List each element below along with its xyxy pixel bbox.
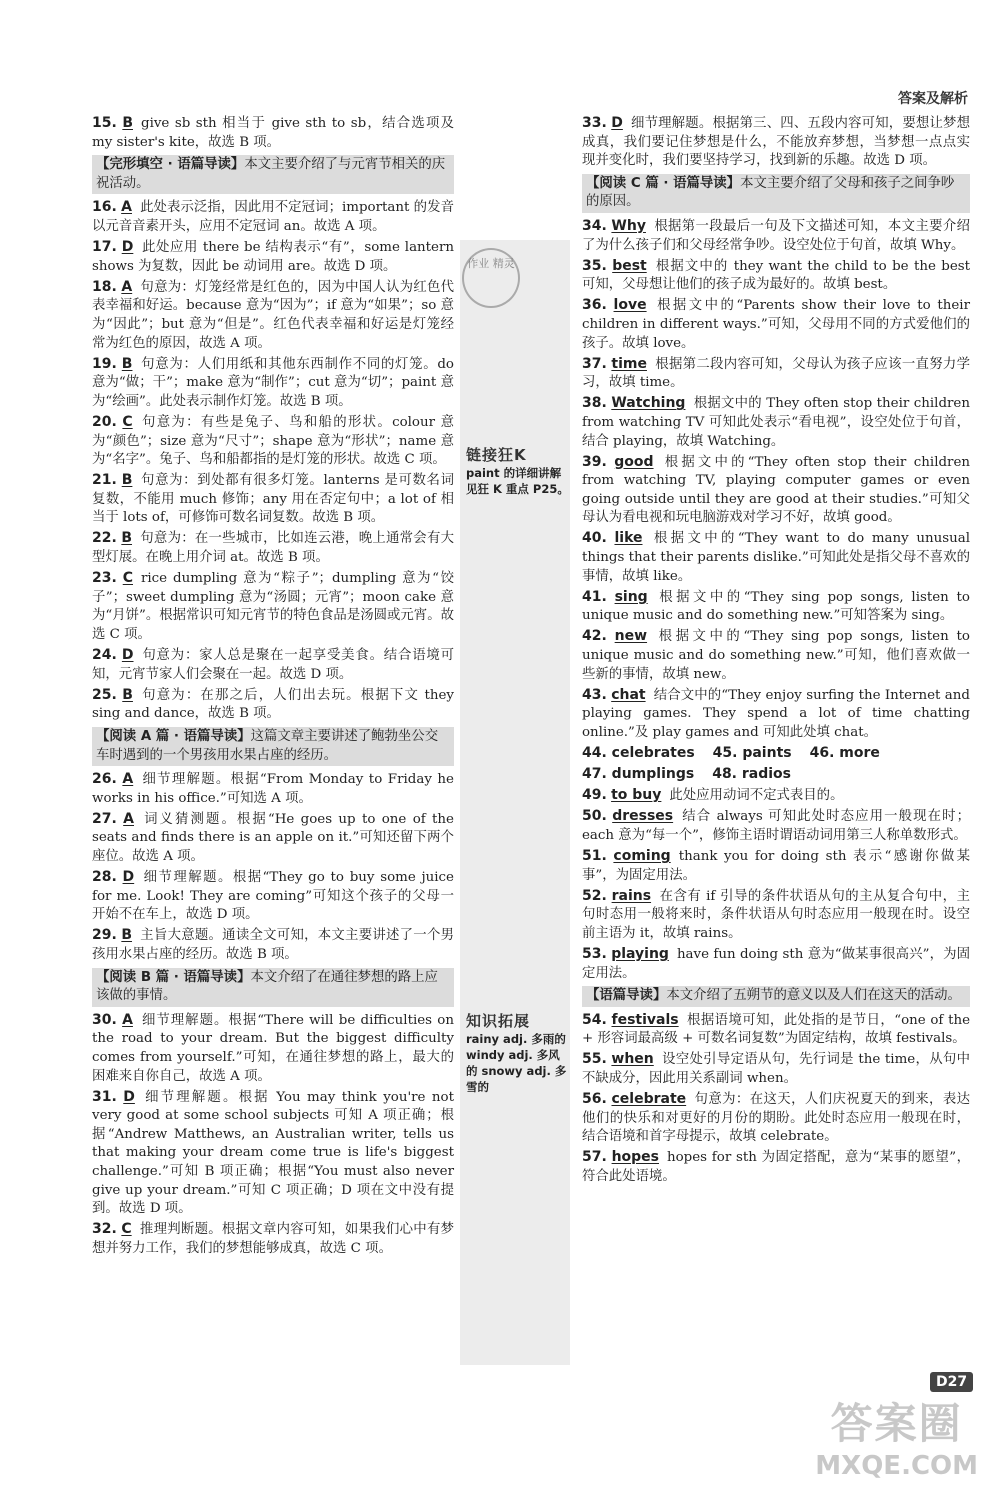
answer-entry bbox=[92, 355, 454, 412]
section-title: 【阅读 A 篇 · 语篇导读】 bbox=[96, 728, 251, 744]
section-summary: 本文介绍了五朔节的意义以及人们在这天的活动。 bbox=[666, 988, 961, 1004]
answer-key: A bbox=[121, 199, 132, 216]
question-number: 57. bbox=[582, 1149, 607, 1166]
answer-entry bbox=[92, 198, 454, 236]
answer-entry bbox=[582, 217, 970, 255]
explanation-text: thank you for doing sth 表示“感谢你做某事”，为固定用法。 bbox=[582, 848, 970, 883]
answer-key: D bbox=[121, 239, 134, 256]
answer-key: C bbox=[121, 1221, 132, 1238]
answer-key: A bbox=[123, 810, 134, 827]
section-title: 【语篇导读】 bbox=[586, 988, 667, 1004]
explanation-text: give sb sth 相当于 give sth to sb，结合选项及 my sister's kite，故选 B 项。 bbox=[92, 116, 454, 150]
side-note-link bbox=[466, 444, 570, 497]
question-number: 28. bbox=[92, 869, 117, 886]
answer-key: B bbox=[121, 472, 133, 489]
answer-row-multi bbox=[582, 765, 970, 785]
explanation-text: 根据文中的“They sing pop songs, listen to unique music and do something new.”可知，他们喜欢做一些新的事情，故填 new。 bbox=[582, 629, 970, 682]
answer-entry bbox=[92, 686, 454, 724]
answer-entry bbox=[92, 238, 454, 276]
answer-entry bbox=[92, 471, 454, 528]
explanation-text: 句意为：在那之后，人们出去玩。根据下文 they sing and dance，故选 B 项。 bbox=[92, 687, 455, 722]
question-number: 41. bbox=[582, 588, 607, 605]
answer-key: B bbox=[121, 355, 133, 372]
question-number: 23. bbox=[92, 570, 117, 587]
watermark-url: MXQE.COM bbox=[815, 1451, 978, 1481]
section-summary: 本文介绍了在通往梦想的路上应该做的事情。 bbox=[96, 969, 438, 1004]
answer-entry bbox=[92, 529, 454, 567]
answer-entry bbox=[582, 686, 970, 743]
explanation-text: 根据文中的 They often stop their children from watching TV 可知此处表示“看电视”，设空处位于句首，结合 playing，故填 Watching。 bbox=[582, 396, 970, 449]
explanation-text: 句意为：到处都有很多灯笼。lanterns 是可数名词复数，不能用 much 修饰；any 用在否定句中；a lot of 相当于 lots of，可修饰可数名词复数。故选 B 项。 bbox=[92, 473, 454, 526]
explanation-text: 句意为：家人总是聚在一起享受美食。结合语境可知，元宵节家人们会聚在一起。故选 D 项。 bbox=[92, 648, 454, 682]
section-summary: 本文主要介绍了父母和孩子之间争吵的原因。 bbox=[586, 175, 955, 210]
answer-entry bbox=[582, 945, 970, 983]
answer-key: Why bbox=[611, 217, 646, 234]
answer-entry bbox=[582, 847, 970, 885]
answer-key: like bbox=[614, 530, 643, 547]
answer-key: best bbox=[612, 257, 647, 274]
question-number: 32. bbox=[92, 1221, 117, 1238]
explanation-text: 句意为：在一些城市，比如连云港，晚上通常会有大型灯展。在晚上用介词 at。故选 B 项。 bbox=[92, 531, 455, 566]
explanation-text: 句意为：人们用纸和其他东西制作不同的灯笼。do 意为“做；干”；make 意为“制作”；cut 意为“切”；paint 意为“绘画”。此处表示制作灯笼。故选 B 项。 bbox=[92, 356, 454, 409]
answer-entry bbox=[582, 257, 970, 295]
section-heading bbox=[582, 174, 970, 213]
question-number: 36. bbox=[582, 297, 607, 314]
question-number: 30. bbox=[92, 1011, 117, 1028]
answer-key: A bbox=[121, 278, 133, 295]
explanation-text: 设空处引导定语从句，先行词是 the time，从句中不缺成分，因此用关系副词 when。 bbox=[582, 1052, 970, 1086]
answer-entry bbox=[92, 646, 454, 684]
explanation-text: 细节理解题。根据第三、四、五段内容可知，要想让梦想成真，我们要记住梦想是什么，不能放弃梦想，当梦想一点点实现并变化时，我们要坚持学习，找到新的乐趣。故选 D 项。 bbox=[582, 116, 970, 169]
explanation-text: 此处应用动词不定式表目的。 bbox=[669, 788, 844, 804]
answer-entry bbox=[582, 588, 970, 626]
answer-entry bbox=[582, 355, 970, 393]
explanation-text: 此处应用 there be 结构表示“有”，some lantern shows 为复数，因此 be 动词用 are。故选 D 项。 bbox=[92, 240, 455, 274]
section-summary: 本文主要介绍了与元宵节相关的庆祝活动。 bbox=[96, 157, 446, 191]
explanation-text: 细节理解题。根据“They go to buy some juice for me. Look! They are coming”可知这个孩子的父母一开始不在车上，故选 D 项。 bbox=[92, 870, 454, 923]
question-number: 52. bbox=[582, 887, 607, 904]
answer-entry bbox=[92, 926, 454, 964]
explanation-text: 根据文中的 they want the child to be the best 可知，父母想让他们的孩子成为最好的。故填 best。 bbox=[582, 258, 970, 293]
question-number: 34. bbox=[582, 217, 607, 234]
answer-entry bbox=[582, 627, 970, 684]
left-answer-column bbox=[92, 114, 454, 1260]
answer-key: to buy bbox=[611, 787, 662, 804]
answer-entry bbox=[582, 1011, 970, 1049]
answer-entry bbox=[582, 394, 970, 451]
answer-key: A bbox=[122, 771, 134, 788]
question-number: 24. bbox=[92, 647, 117, 664]
answer-key: coming bbox=[613, 847, 671, 864]
section-heading bbox=[92, 727, 454, 766]
section-heading bbox=[92, 155, 454, 194]
question-number: 50. bbox=[582, 808, 607, 825]
answer-key: rains bbox=[611, 887, 652, 904]
explanation-text: 句意为：灯笼经常是红色的，因为中国人认为红色代表幸福和好运。because 意为“因为”；if 意为“如果”；so 意为“因此”；but 意为“但是”。红色代表幸福和好运是灯笼经常为红色的原因，故选 A 项。 bbox=[92, 279, 454, 351]
answer-entry bbox=[582, 296, 970, 353]
question-number: 35. bbox=[582, 257, 607, 274]
homework-stamp: 作业 精灵 bbox=[462, 248, 520, 308]
answer-key: B bbox=[122, 686, 133, 703]
section-summary: 这篇文章主要讲述了鲍勃坐公交车时遇到的一个男孩用水果占座的经历。 bbox=[96, 728, 439, 763]
answer-entry bbox=[92, 1088, 454, 1219]
explanation-text: 根据文中的“They want to do many unusual things that their parents dislike.”可知此处是指父母不喜欢的事情，故填 like。 bbox=[582, 531, 970, 584]
question-number: 31. bbox=[92, 1088, 117, 1105]
answer-entry bbox=[582, 807, 970, 845]
question-number: 49. bbox=[582, 787, 607, 804]
answer-entry bbox=[92, 413, 454, 470]
question-number: 53. bbox=[582, 945, 607, 962]
explanation-text: 在含有 if 引导的条件状语从句的主从复合句中，主句时态用一般将来时，条件状语从句时态应用一般现在时。设空前主语为 it，故填 rains。 bbox=[582, 888, 970, 941]
question-number: 20. bbox=[92, 413, 117, 430]
answer-key: hopes bbox=[611, 1149, 659, 1166]
answer-entry bbox=[582, 1090, 970, 1147]
explanation-text: 根据文中的“They often stop their children from watching TV, playing computer games or even going outside until they are good at their studies.”可知父母认为看电视和玩电脑游戏对学习不好，故填 good。 bbox=[582, 454, 970, 526]
answer-key: playing bbox=[611, 945, 669, 962]
explanation-text: 细节理解题。根据 You may think you're not very good at some school subjects 可知 A 项正确；根据“Andrew Matthews, an Australian writer, tells us that making your dream come true is life's biggest challenge.”可知 B 项正确；根据“You must also never give up your dream.”可知 C 项正确；D 项在文中没有提到。故选 D 项。 bbox=[92, 1089, 454, 1217]
section-heading bbox=[92, 968, 454, 1007]
answer-entry bbox=[582, 887, 970, 944]
answer-key: time bbox=[611, 355, 647, 372]
page-number: D27 bbox=[930, 1372, 973, 1392]
question-number: 37. bbox=[582, 355, 607, 372]
answer-entry bbox=[582, 786, 970, 806]
watermark-logo-text: 答案圈 bbox=[830, 1399, 963, 1448]
answer-key: dresses bbox=[612, 808, 674, 825]
question-number: 27. bbox=[92, 810, 117, 827]
answer-item: 44. celebrates bbox=[582, 745, 695, 761]
side-note-knowledge bbox=[466, 1010, 570, 1095]
answer-key: D bbox=[123, 1088, 135, 1105]
side-note-body: paint 的详细讲解见狂 K 重点 P25。 bbox=[466, 466, 569, 496]
answer-item: 45. paints bbox=[712, 745, 792, 761]
answer-key: A bbox=[122, 1011, 133, 1028]
explanation-text: 此处表示泛指，因此用不定冠词；important 的发音以元音音素开头，应用不定冠词 an。故选 A 项。 bbox=[92, 200, 455, 234]
answer-key: chat bbox=[611, 686, 646, 703]
answer-entry bbox=[92, 868, 454, 925]
margin-sidebar bbox=[460, 240, 570, 1365]
answer-key: B bbox=[121, 530, 133, 547]
answer-key: C bbox=[122, 570, 133, 587]
explanation-text: 根据文中的“Parents show their love to their children in different ways.”可知，父母用不同的方式爱他们的孩子。故填 love。 bbox=[582, 298, 970, 351]
explanation-text: 推理判断题。根据文章内容可知，如果我们心中有梦想并努力工作，我们的梦想能够成真，故选 C 项。 bbox=[92, 1222, 455, 1256]
answer-item: 48. radios bbox=[712, 766, 792, 783]
question-number: 26. bbox=[92, 771, 117, 788]
answer-entry bbox=[582, 114, 970, 171]
question-number: 43. bbox=[582, 686, 607, 703]
question-number: 39. bbox=[582, 453, 607, 470]
answer-item: 46. more bbox=[809, 745, 880, 761]
answer-key: new bbox=[614, 628, 648, 645]
answer-key: when bbox=[611, 1051, 654, 1068]
answer-key: celebrate bbox=[611, 1091, 687, 1108]
answer-entry bbox=[92, 770, 454, 808]
answer-key: sing bbox=[614, 588, 648, 605]
question-number: 29. bbox=[92, 927, 117, 944]
question-number: 33. bbox=[582, 115, 607, 131]
side-note-title: 链接狂K bbox=[466, 446, 527, 464]
explanation-text: 结合文中的“They enjoy surfing the Internet and playing games. They spend a lot of time chatting online.”及 play games and 可知此处填 chat。 bbox=[582, 687, 970, 740]
question-number: 25. bbox=[92, 686, 117, 703]
watermark-logo bbox=[815, 1391, 978, 1481]
question-number: 56. bbox=[582, 1091, 607, 1108]
answer-entry bbox=[92, 114, 454, 152]
answer-entry bbox=[92, 1011, 454, 1086]
question-number: 17. bbox=[92, 239, 117, 256]
side-note-title: 知识拓展 bbox=[466, 1012, 531, 1030]
answer-key: B bbox=[121, 927, 133, 944]
right-answer-column bbox=[582, 114, 970, 1188]
answer-entry bbox=[92, 1220, 454, 1258]
section-title: 【完形填空 · 语篇导读】 bbox=[96, 157, 245, 173]
question-number: 22. bbox=[92, 530, 117, 547]
answer-entry bbox=[582, 529, 970, 586]
explanation-text: 结合 always 可知此处时态应用一般现在时；each 意为“每一个”，修饰主语时谓语动词用第三人称单数形式。 bbox=[582, 809, 970, 843]
answer-entry bbox=[92, 569, 454, 644]
answer-key: D bbox=[611, 115, 623, 131]
answer-item: 47. dumplings bbox=[582, 766, 695, 783]
answer-entry bbox=[582, 1050, 970, 1088]
explanation-text: rice dumpling 意为“粽子”；dumpling 意为“饺子”；sweet dumpling 意为“汤圆；元宵”；moon cake 意为“月饼”。根据常识可知元宵节的特色食品是汤圆或元宵。故选 C 项。 bbox=[92, 571, 454, 642]
answer-key: good bbox=[614, 453, 654, 470]
explanation-text: 句意为：在这天，人们庆祝夏天的到来，表达他们的快乐和对更好的月份的期盼。此处时态应用一般现在时，结合语境和首字母提示，故填 celebrate。 bbox=[582, 1092, 971, 1145]
question-number: 40. bbox=[582, 530, 607, 547]
explanation-text: 主旨大意题。通读全文可知，本文主要讲述了一个男孩用水果占座的经历。故选 B 项。 bbox=[92, 928, 455, 962]
explanation-text: 词义猜测题。根据“He goes up to one of the seats and finds there is an apple on it.”可知还留下两个座位。故选 A 项。 bbox=[92, 811, 454, 864]
explanation-text: hopes for sth 为固定搭配，意为“某事的愿望”，符合此处语境。 bbox=[582, 1150, 970, 1184]
answer-key: D bbox=[122, 869, 135, 886]
answer-entry bbox=[92, 810, 454, 867]
explanation-text: 根据第二段内容可知，父母认为孩子应该一直努力学习，故填 time。 bbox=[582, 356, 971, 391]
section-title: 【阅读 C 篇 · 语篇导读】 bbox=[586, 175, 741, 191]
question-number: 55. bbox=[582, 1051, 607, 1068]
question-number: 51. bbox=[582, 847, 607, 864]
answer-key: love bbox=[613, 297, 647, 314]
section-heading bbox=[582, 986, 970, 1007]
explanation-text: 根据文中的“They sing pop songs, listen to unique music and do something new.”可知答案为 sing。 bbox=[582, 589, 970, 624]
answer-row-multi bbox=[582, 744, 970, 764]
side-note-body: rainy adj. 多雨的 windy adj. 多风的 snowy adj. 多雪的 bbox=[466, 1032, 567, 1094]
answer-key: D bbox=[121, 647, 134, 664]
question-number: 18. bbox=[92, 278, 117, 295]
explanation-text: have fun doing sth 意为“做某事很高兴”，为固定用法。 bbox=[582, 946, 970, 981]
answer-entry bbox=[582, 453, 970, 528]
question-number: 42. bbox=[582, 628, 607, 645]
explanation-text: 根据语境可知，此处指的是节日，“one of the + 形容词最高级 + 可数名词复数”为固定结构，故填 festivals。 bbox=[582, 1012, 970, 1047]
question-number: 16. bbox=[92, 199, 117, 216]
explanation-text: 细节理解题。根据“There will be difficulties on the road to your dream. But the biggest difficulty comes from yourself.”可知，在通往梦想的路上，最大的困难来自你自己，故选 A 项。 bbox=[92, 1012, 454, 1084]
question-number: 38. bbox=[582, 395, 607, 412]
answer-key: C bbox=[122, 413, 133, 430]
question-number: 19. bbox=[92, 355, 117, 372]
answer-key: B bbox=[122, 115, 133, 131]
answer-entry bbox=[92, 278, 454, 353]
question-number: 15. bbox=[92, 115, 117, 131]
explanation-text: 根据第一段最后一句及下文描述可知，本文主要介绍了为什么孩子们和父母经常争吵。设空处位于句首，故填 Why。 bbox=[582, 218, 970, 253]
explanation-text: 细节理解题。根据“From Monday to Friday he works in his office.”可知选 A 项。 bbox=[92, 772, 454, 806]
question-number: 54. bbox=[582, 1011, 607, 1028]
answer-key: Watching bbox=[611, 395, 686, 412]
explanation-text: 句意为：有些是兔子、鸟和船的形状。colour 意为“颜色”；size 意为“尺寸”；shape 意为“形状”；name 意为“名字”。兔子、鸟和船都指的是灯笼的形状。故选 C 项。 bbox=[92, 414, 454, 468]
section-title: 【阅读 B 篇 · 语篇导读】 bbox=[96, 969, 251, 985]
answer-key: festivals bbox=[611, 1011, 679, 1028]
question-number: 21. bbox=[92, 472, 117, 489]
page-header-title: 答案及解析 bbox=[898, 91, 968, 107]
answer-entry bbox=[582, 1148, 970, 1186]
